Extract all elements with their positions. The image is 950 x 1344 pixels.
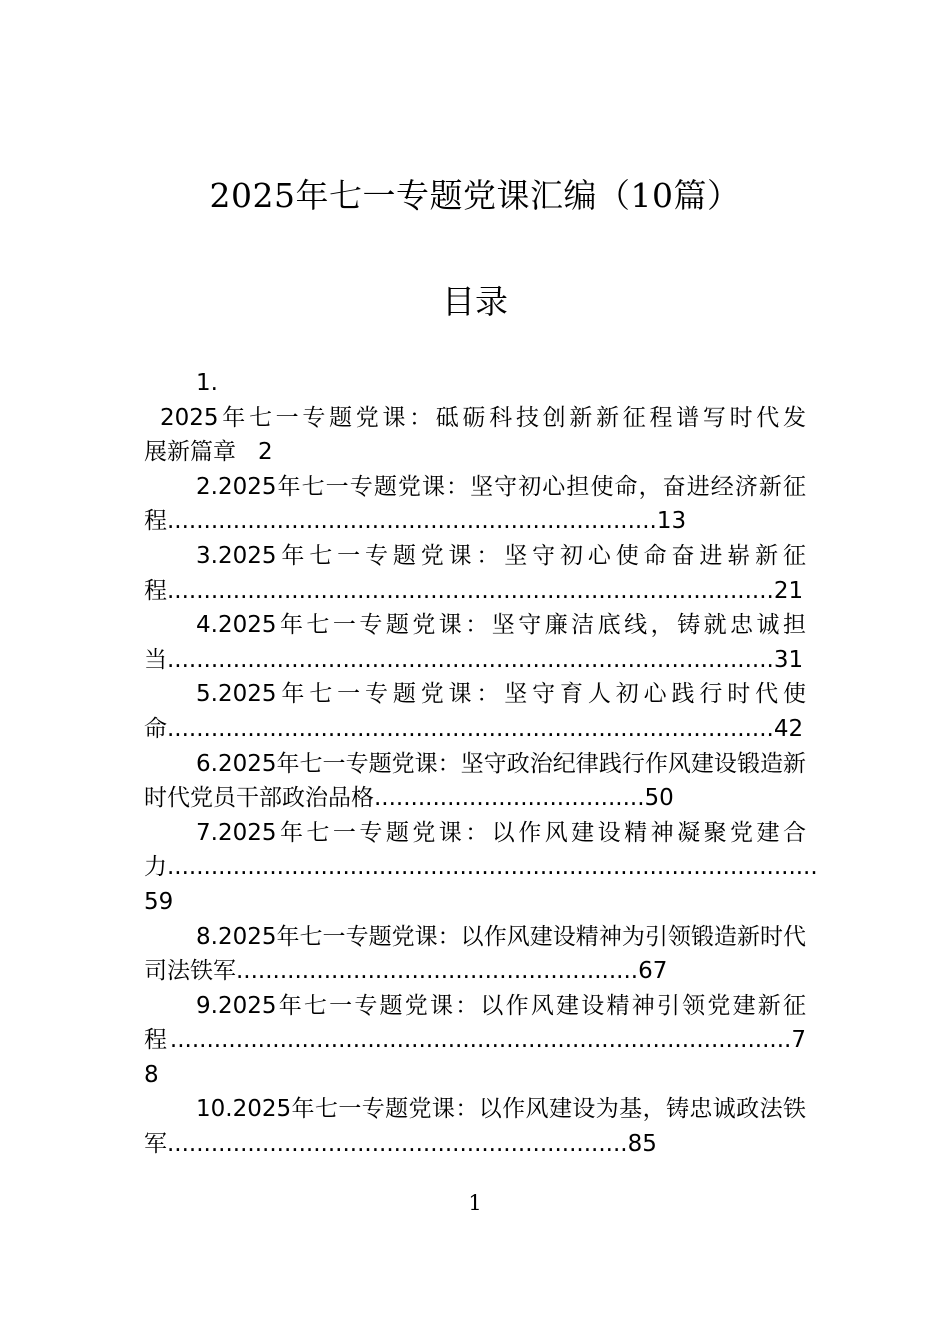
toc-entry-continuation — [144, 435, 806, 470]
toc-entry-5[interactable]: 5.2025年七一专题党课：坚守育人初心践行时代使命...................................................................................42 — [144, 681, 806, 742]
toc-entry-4[interactable]: 4.2025年七一专题党课：坚守廉洁底线，铸就忠诚担当...................................................................................31 — [144, 612, 806, 673]
toc-entry-3[interactable]: 3.2025年七一专题党课：坚守初心使命奋进崭新征程...................................................................................21 — [144, 542, 806, 604]
toc-entry-7[interactable]: 7.2025年七一专题党课：以作风建设精神凝聚党建合力.........................................................................................59 — [144, 819, 818, 915]
toc-entry-9[interactable]: 9.2025年七一专题党课：以作风建设精神引领党建新征程.....................................................................................78 — [144, 992, 806, 1088]
toc-entry-6[interactable]: 6.2025年七一专题党课：坚守政治纪律践行作风建设锻造新时代党员干部政治品格.....................................50 — [144, 750, 806, 812]
toc-entry-title-end: 展新篇章 — [144, 439, 236, 466]
toc-entry-1[interactable] — [144, 366, 806, 470]
table-of-contents — [144, 366, 818, 1162]
document-title: 2025年七一专题党课汇编（10篇） — [209, 176, 741, 215]
toc-entry-number: 1. — [196, 370, 218, 396]
toc-entry-10[interactable]: 10.2025年七一专题党课：以作风建设为基，铸忠诚政法铁军...............................................................85 — [144, 1096, 806, 1158]
toc-entry-8[interactable]: 8.2025年七一专题党课：以作风建设精神为引领锻造新时代司法铁军.......................................................67 — [144, 923, 806, 985]
page-number: 1 — [468, 1191, 482, 1215]
toc-entry-page: 2 — [258, 439, 273, 466]
toc-entry-title: 2025年七一专题党课：砥砺科技创新新征程谱写时代发 — [160, 404, 806, 431]
toc-heading: 目录 — [442, 282, 508, 321]
toc-entry-2[interactable]: 2.2025年七一专题党课：坚守初心担使命，奋进经济新征程...................................................................13 — [144, 473, 806, 535]
